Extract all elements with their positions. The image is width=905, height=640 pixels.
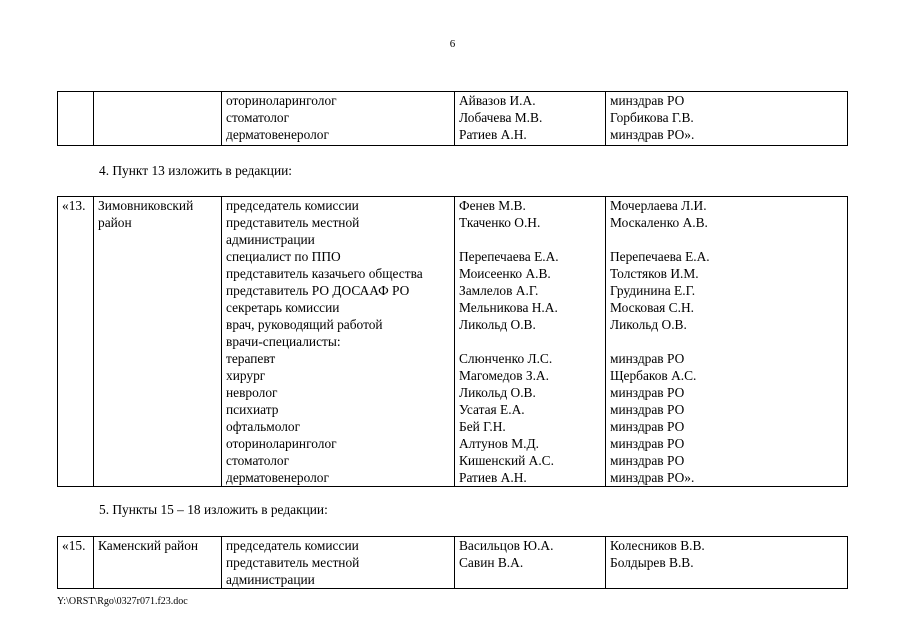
role-line: офтальмолог	[226, 419, 301, 434]
role-line: председатель комиссии	[226, 538, 359, 553]
member-line	[459, 231, 605, 248]
reserve-line: минздрав РО	[610, 419, 685, 434]
role-line: представитель казачьего общества	[226, 266, 423, 281]
role-line: стоматолог	[226, 453, 290, 468]
reserve-line: Московая С.Н.	[610, 300, 694, 315]
role-line: дерматовенеролог	[226, 470, 329, 485]
role-line: врачи-специалисты:	[226, 334, 341, 349]
reserve-cell	[606, 537, 848, 589]
district-cell	[94, 92, 222, 146]
member-line: Усатая Е.А.	[459, 402, 525, 417]
reserve-line: Щербаков А.С.	[610, 368, 697, 383]
role-line: представитель РО ДОСААФ РО	[226, 283, 410, 298]
role-line: представитель местной	[226, 555, 360, 570]
district-cell	[94, 197, 222, 487]
paragraph-item-5: 5. Пункты 15 – 18 изложить в редакции:	[99, 502, 328, 517]
member-line: Перепечаева Е.А.	[459, 249, 559, 264]
member-line: Лобачева М.В.	[459, 110, 543, 125]
reserve-line: Болдырев В.В.	[610, 555, 694, 570]
member-line	[459, 333, 605, 350]
member-line	[459, 571, 605, 588]
role-line: оториноларинголог	[226, 436, 337, 451]
member-line: Айвазов И.А.	[459, 93, 536, 108]
member-line: Ратиев А.Н.	[459, 127, 527, 142]
number-cell	[58, 537, 94, 589]
member-line: Слюнченко Л.С.	[459, 351, 553, 366]
commission-table-continued	[57, 91, 848, 146]
member-line: Замлелов А.Г.	[459, 283, 539, 298]
member-line: Алтунов М.Д.	[459, 436, 539, 451]
member-line: Мельникова Н.А.	[459, 300, 558, 315]
role-cell	[222, 197, 455, 487]
page-number: 6	[449, 38, 456, 50]
district-name-line: Каменский район	[98, 538, 199, 553]
member-line: Ликольд О.В.	[459, 317, 536, 332]
member-line: Ратиев А.Н.	[459, 470, 527, 485]
member-line: Кишенский А.С.	[459, 453, 554, 468]
role-cell	[222, 537, 455, 589]
table-row	[58, 537, 848, 589]
reserve-line: минздрав РО	[610, 351, 685, 366]
role-line: психиатр	[226, 402, 279, 417]
paragraph-item-4: 4. Пункт 13 изложить в редакции:	[99, 163, 293, 178]
role-line: представитель местной	[226, 215, 360, 230]
role-line: оториноларинголог	[226, 93, 337, 108]
member-cell	[455, 537, 606, 589]
role-line: хирург	[226, 368, 266, 383]
role-line: администрации	[226, 572, 315, 587]
member-line: Васильцов Ю.А.	[459, 538, 554, 553]
member-line: Бей Г.Н.	[459, 419, 506, 434]
role-line: председатель комиссии	[226, 198, 359, 213]
district-cell	[94, 537, 222, 589]
reserve-line	[610, 333, 847, 350]
reserve-line: Москаленко А.В.	[610, 215, 708, 230]
reserve-line: Грудинина Е.Г.	[610, 283, 696, 298]
member-cell	[455, 197, 606, 487]
reserve-line	[610, 231, 847, 248]
role-line: терапевт	[226, 351, 276, 366]
role-line: невролог	[226, 385, 278, 400]
member-line: Ликольд О.В.	[459, 385, 536, 400]
reserve-cell	[606, 197, 848, 487]
reserve-line: Ликольд О.В.	[610, 317, 687, 332]
table-row	[58, 92, 848, 146]
member-line: Моисеенко А.В.	[459, 266, 551, 281]
reserve-line: минздрав РО	[610, 402, 685, 417]
member-line: Магомедов З.А.	[459, 368, 549, 383]
reserve-cell	[606, 92, 848, 146]
reserve-line: Толстяков И.М.	[610, 266, 699, 281]
reserve-line: минздрав РО».	[610, 127, 695, 142]
role-line: врач, руководящий работой	[226, 317, 383, 332]
commission-table-kamensky	[57, 536, 848, 589]
table-row	[58, 197, 848, 487]
role-cell	[222, 92, 455, 146]
reserve-line: Мочерлаева Л.И.	[610, 198, 707, 213]
reserve-line	[610, 571, 847, 588]
role-line: секретарь комиссии	[226, 300, 340, 315]
reserve-line: минздрав РО	[610, 93, 685, 108]
reserve-line: Горбикова Г.В.	[610, 110, 694, 125]
item-number: «15.	[62, 538, 86, 553]
member-line: Савин В.А.	[459, 555, 524, 570]
reserve-line: минздрав РО	[610, 453, 685, 468]
reserve-line: минздрав РО».	[610, 470, 695, 485]
reserve-line: Колесников В.В.	[610, 538, 705, 553]
member-line: Фенев М.В.	[459, 198, 526, 213]
reserve-line: минздрав РО	[610, 436, 685, 451]
role-line: администрации	[226, 232, 315, 247]
role-line: стоматолог	[226, 110, 290, 125]
item-number: «13.	[62, 198, 86, 213]
file-path-footer: Y:\ORST\Rgo\0327r071.f23.doc	[57, 596, 188, 607]
number-cell	[58, 197, 94, 487]
district-name-line: Зимовниковский	[98, 198, 194, 213]
member-line: Ткаченко О.Н.	[459, 215, 541, 230]
reserve-line: Перепечаева Е.А.	[610, 249, 710, 264]
commission-table-zimovnikovsky	[57, 196, 848, 487]
member-cell	[455, 92, 606, 146]
role-line: специалист по ППО	[226, 249, 341, 264]
district-name-line: район	[98, 215, 132, 230]
reserve-line: минздрав РО	[610, 385, 685, 400]
role-line: дерматовенеролог	[226, 127, 329, 142]
number-cell	[58, 92, 94, 146]
